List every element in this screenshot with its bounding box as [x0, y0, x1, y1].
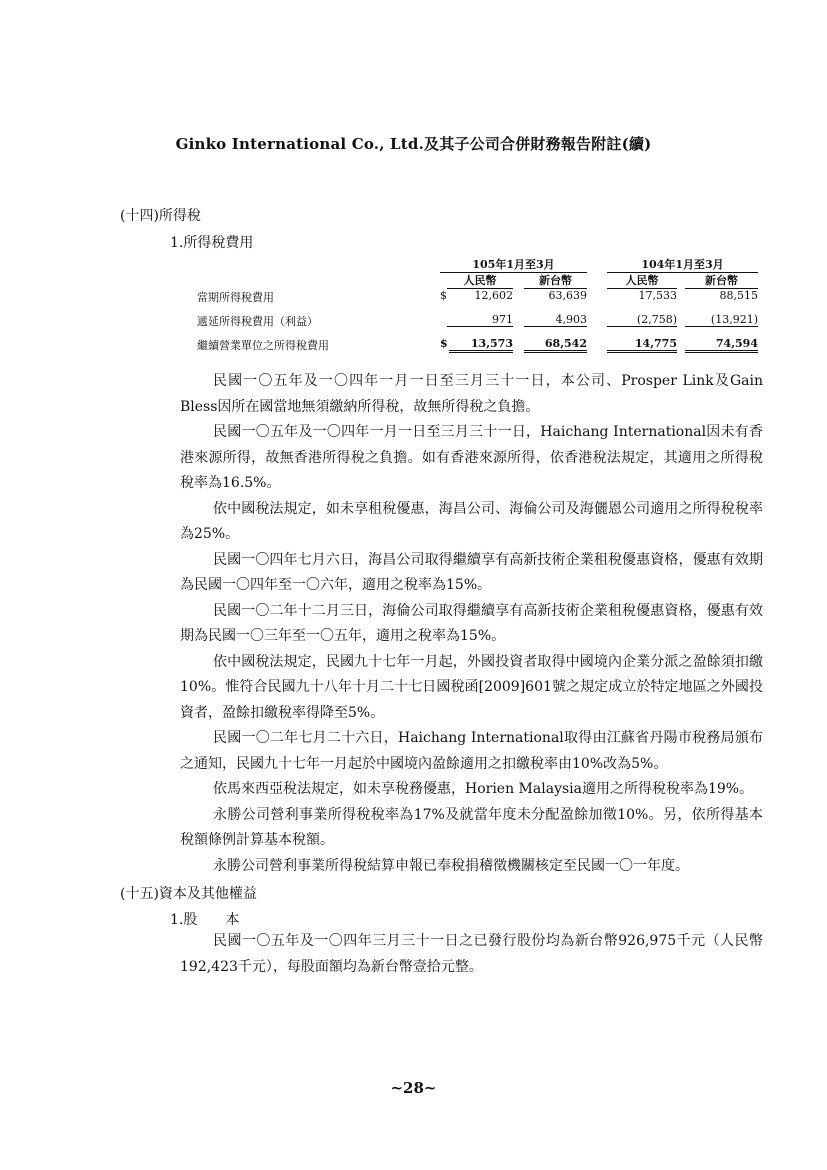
table-cell: 63,639	[548, 289, 587, 302]
table-cell: 88,515	[719, 289, 758, 302]
paragraph: 民國一〇五年及一〇四年一月一日至三月三十一日，Haichang International因未有香港來源所得，故無香港所得稅之負擔。如有香港來源所得，依香港稅法規定，其適用之所得稅稅率為16.5%。	[180, 424, 763, 491]
table-row-label: 遞延所得稅費用（利益）	[197, 315, 318, 328]
paragraph: 民國一〇四年七月六日，海昌公司取得繼續享有高新技術企業租稅優惠資格，優惠有效期為民國一〇四年至一〇六年，適用之稅率為15%。	[180, 551, 763, 593]
column-header-rmb-104: 人民幣	[607, 272, 677, 289]
page-title: Ginko International Co., Ltd.及其子公司合併財務報告附註(續)	[175, 135, 652, 153]
subsection-share-capital: 1.股 本	[170, 912, 240, 928]
currency-symbol: $	[440, 337, 448, 350]
period-header-104: 104年1月至3月	[607, 256, 758, 273]
paragraph: 民國一〇二年七月二十六日，Haichang International取得由江蘇省丹陽市稅務局頒布之通知，民國九十七年一月起於中國境內盈餘適用之扣繳稅率由10%改為5%。	[180, 730, 763, 772]
paragraph: 永勝公司營利事業所得稅結算申報已奉稅捐稽徵機關核定至民國一〇一年度。	[213, 857, 689, 874]
paragraph: 依馬來西亞稅法規定，如未享稅務優惠，Horien Malaysia適用之所得稅稅率為19%。	[213, 781, 754, 797]
table-cell: 68,542	[524, 337, 587, 353]
section-14-heading: (十四)所得稅	[120, 208, 201, 224]
table-cell: 74,594	[685, 337, 758, 353]
table-cell: 13,573	[449, 337, 513, 353]
table-cell: 12,602	[474, 289, 513, 302]
paragraph: 永勝公司營利事業所得稅稅率為17%及就當年度未分配盈餘加徵10%。另，依所得基本稅額條例計算基本稅額。	[180, 806, 763, 848]
table-cell: (2,758)	[607, 313, 677, 327]
paragraph: 民國一〇二年十二月三日，海倫公司取得繼續享有高新技術企業租稅優惠資格，優惠有效期為民國一〇三年至一〇五年，適用之稅率為15%。	[180, 602, 763, 644]
paragraph: 民國一〇五年及一〇四年一月一日至三月三十一日，本公司、Prosper Link及Gain Bless因所在國當地無須繳納所得稅，故無所得稅之負擔。	[180, 373, 763, 415]
paragraph: 依中國稅法規定，如未享租稅優惠，海昌公司、海倫公司及海儷恩公司適用之所得稅稅率為25%。	[180, 500, 763, 542]
paragraph: 依中國稅法規定，民國九十七年一月起，外國投資者取得中國境內企業分派之盈餘須扣繳10%。惟符合民國九十八年十月二十七日國稅函[2009]601號之規定成立於特定地區之外國投資者，盈餘扣繳稅率得降至5%。	[180, 653, 763, 721]
section-15-heading: (十五)資本及其他權益	[120, 886, 257, 902]
currency-symbol: $	[440, 289, 447, 302]
table-cell: 17,533	[638, 289, 677, 302]
table-cell: 4,903	[524, 313, 587, 327]
period-header-105: 105年1月至3月	[440, 256, 587, 273]
column-header-twd-104: 新台幣	[685, 272, 758, 289]
share-capital-notes	[180, 929, 763, 980]
column-header-twd-105: 新台幣	[524, 272, 587, 289]
paragraph: 民國一〇五年及一〇四年三月三十一日之已發行股份均為新台幣926,975千元（人民幣192,423千元），每股面額均為新台幣壹拾元整。	[180, 933, 763, 975]
table-cell: 14,775	[607, 337, 677, 353]
table-cell: (13,921)	[685, 313, 758, 327]
subsection-income-tax-expense: 1.所得稅費用	[170, 235, 254, 251]
table-cell: 971	[447, 313, 513, 327]
column-header-rmb-105: 人民幣	[447, 272, 513, 289]
page-number: ~28~	[390, 1079, 437, 1097]
income-tax-notes	[180, 369, 763, 879]
table-row-label: 當期所得稅費用	[197, 291, 274, 304]
table-row-label: 繼續營業單位之所得稅費用	[197, 339, 329, 352]
